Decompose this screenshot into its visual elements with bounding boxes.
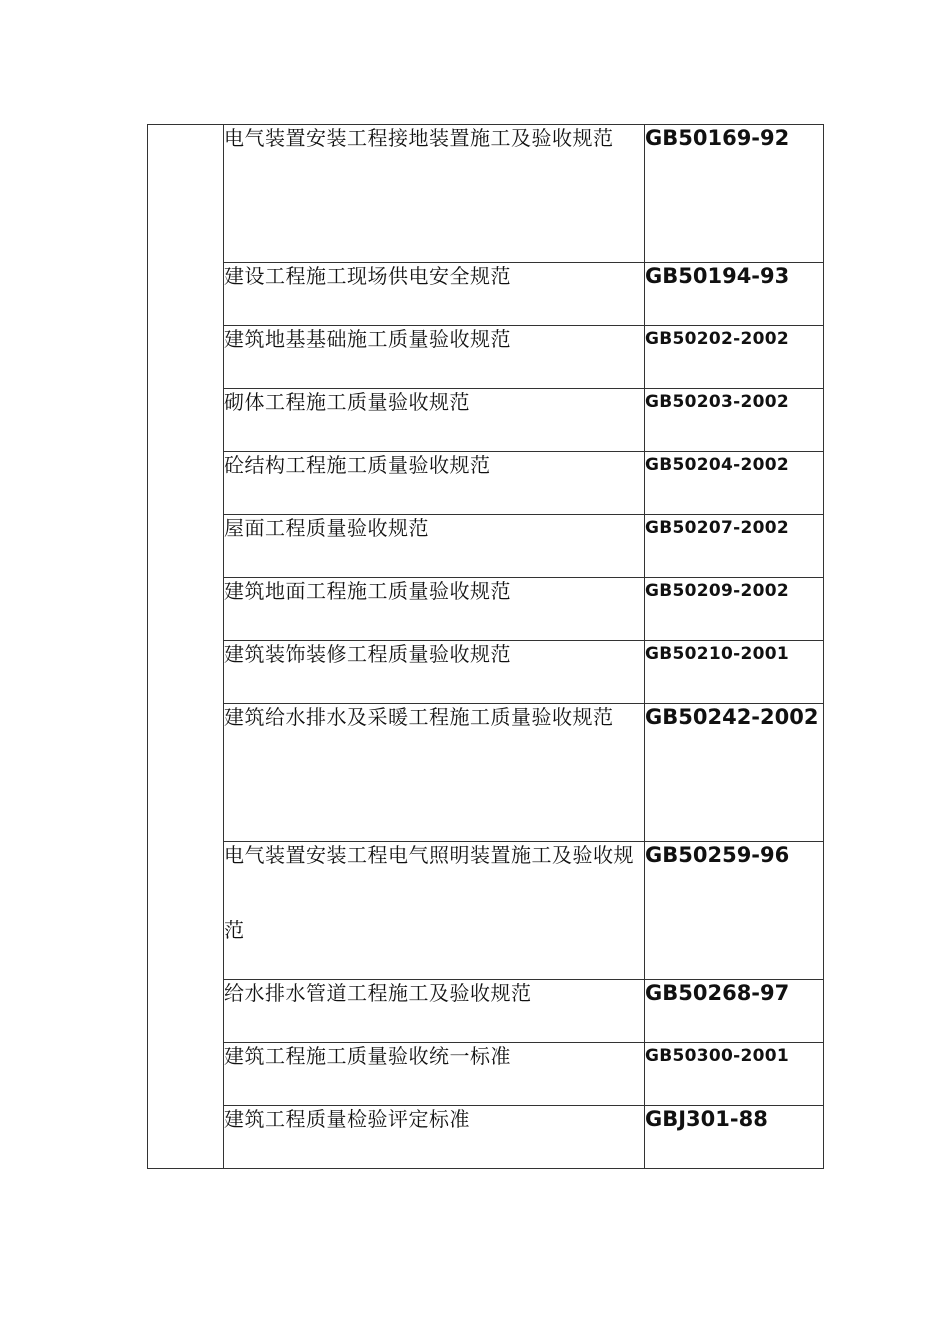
standard-code: GB50194-93 <box>645 264 790 288</box>
standard-code-cell <box>645 1106 824 1169</box>
standard-name: 建筑工程施工质量验收统一标准 <box>224 1044 511 1068</box>
standard-name: 建筑给水排水及采暖工程施工质量验收规范 <box>224 705 614 729</box>
standard-name: 建筑工程质量检验评定标准 <box>224 1107 470 1131</box>
standard-name: 建设工程施工现场供电安全规范 <box>224 264 511 288</box>
standard-name-cell <box>224 1106 645 1169</box>
standard-code: GB50268-97 <box>645 981 790 1005</box>
standard-name: 砌体工程施工质量验收规范 <box>224 390 470 414</box>
standard-code: GBJ301-88 <box>645 1107 768 1131</box>
standard-name: 电气装置安装工程接地装置施工及验收规范 <box>224 126 614 150</box>
standards-table-body <box>148 125 824 1169</box>
standard-name: 屋面工程质量验收规范 <box>224 516 429 540</box>
standard-name: 给水排水管道工程施工及验收规范 <box>224 981 532 1005</box>
standard-code: GB50259-96 <box>645 843 790 867</box>
standard-code: GB50169-92 <box>645 126 790 150</box>
standard-name: 建筑地基基础施工质量验收规范 <box>224 327 511 351</box>
standard-code: GB50300-2001 <box>645 1046 790 1066</box>
standard-code: GB50242-2002 <box>645 705 819 729</box>
standards-table <box>147 124 824 1169</box>
standard-code: GB50210-2001 <box>645 644 790 664</box>
standard-name: 砼结构工程施工质量验收规范 <box>224 453 491 477</box>
standard-name: 建筑地面工程施工质量验收规范 <box>224 579 511 603</box>
standard-code: GB50202-2002 <box>645 329 790 349</box>
standard-name: 电气装置安装工程电气照明装置施工及验收规范 <box>224 843 634 942</box>
standard-code: GB50207-2002 <box>645 518 790 538</box>
category-cell <box>148 125 224 1169</box>
standard-code: GB50209-2002 <box>645 581 790 601</box>
standard-code: GB50204-2002 <box>645 455 790 475</box>
standard-name: 建筑装饰装修工程质量验收规范 <box>224 642 511 666</box>
table-row <box>148 1106 824 1169</box>
standard-code: GB50203-2002 <box>645 392 790 412</box>
